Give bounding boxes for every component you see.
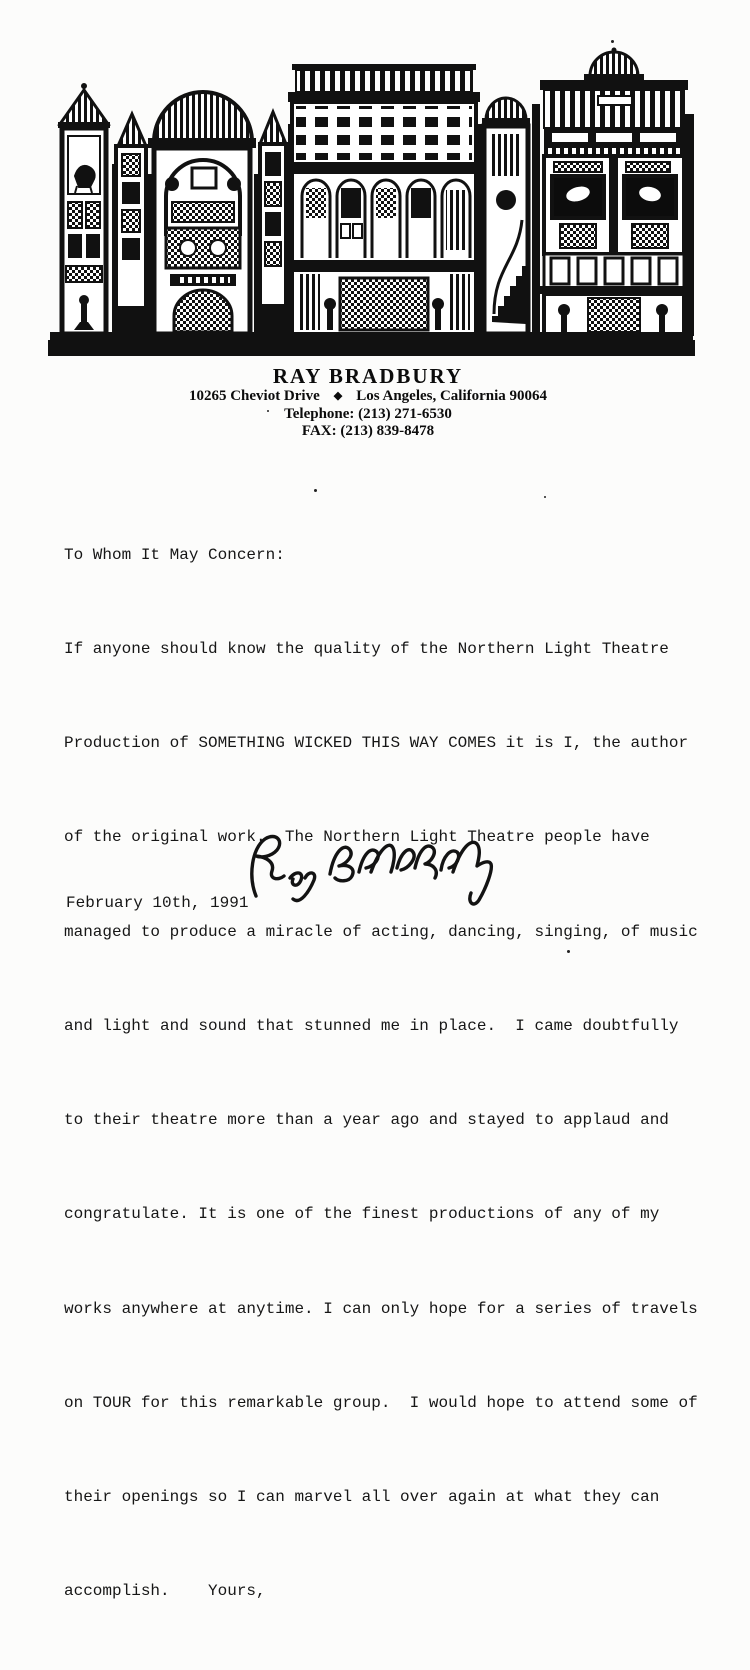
scan-speck — [267, 410, 269, 412]
letter-body — [64, 477, 724, 1670]
letterhead-address-street: 10265 Cheviot Drive — [188, 388, 320, 404]
diamond-separator-icon: ◆ — [333, 390, 343, 402]
letterhead — [0, 364, 736, 441]
letter-line: managed to produce a miracle of acting, dancing, singing, of music — [64, 922, 698, 941]
letter-line: on TOUR for this remarkable group. I would hope to attend some of — [64, 1393, 698, 1412]
letterhead-name: RAY BRADBURY — [272, 364, 464, 388]
letterhead-fax: FAX: (213) 839-8478 — [301, 423, 435, 439]
letter-salutation: To Whom It May Concern: — [64, 545, 285, 564]
scan-speck — [544, 496, 546, 498]
signature-ray-bradbury — [238, 826, 498, 908]
letter-line: of the original work. The Northern Light Theatre people have — [64, 828, 650, 847]
letterhead-illustration — [48, 24, 695, 356]
scan-speck — [314, 489, 317, 492]
letterhead-address — [0, 388, 736, 406]
letter-line: and light and sound that stunned me in place. I came doubtfully — [64, 1016, 679, 1035]
letter-line: to their theatre more than a year ago and stayed to applaud and — [64, 1111, 669, 1130]
letter-line: works anywhere at anytime. I can only hope for a series of travels — [64, 1299, 698, 1318]
letter-line: congratulate. It is one of the finest productions of any of my — [64, 1205, 660, 1224]
letter-line: Production of SOMETHING WICKED THIS WAY COMES it is I, the author — [64, 734, 689, 753]
letter-line: their openings so I can marvel all over again at what they can — [64, 1488, 660, 1506]
letter-date: February 10th, 1991 — [66, 894, 249, 912]
letterhead-telephone: Telephone: (213) 271-6530 — [284, 405, 452, 422]
letterhead-address-city: Los Angeles, California 90064 — [356, 388, 548, 404]
letter-line: If anyone should know the quality of the Northern Light Theatre — [64, 640, 669, 659]
scan-speck — [567, 950, 570, 953]
letter-closing-line: accomplish. Yours, — [64, 1582, 266, 1601]
scan-speck — [611, 40, 614, 43]
